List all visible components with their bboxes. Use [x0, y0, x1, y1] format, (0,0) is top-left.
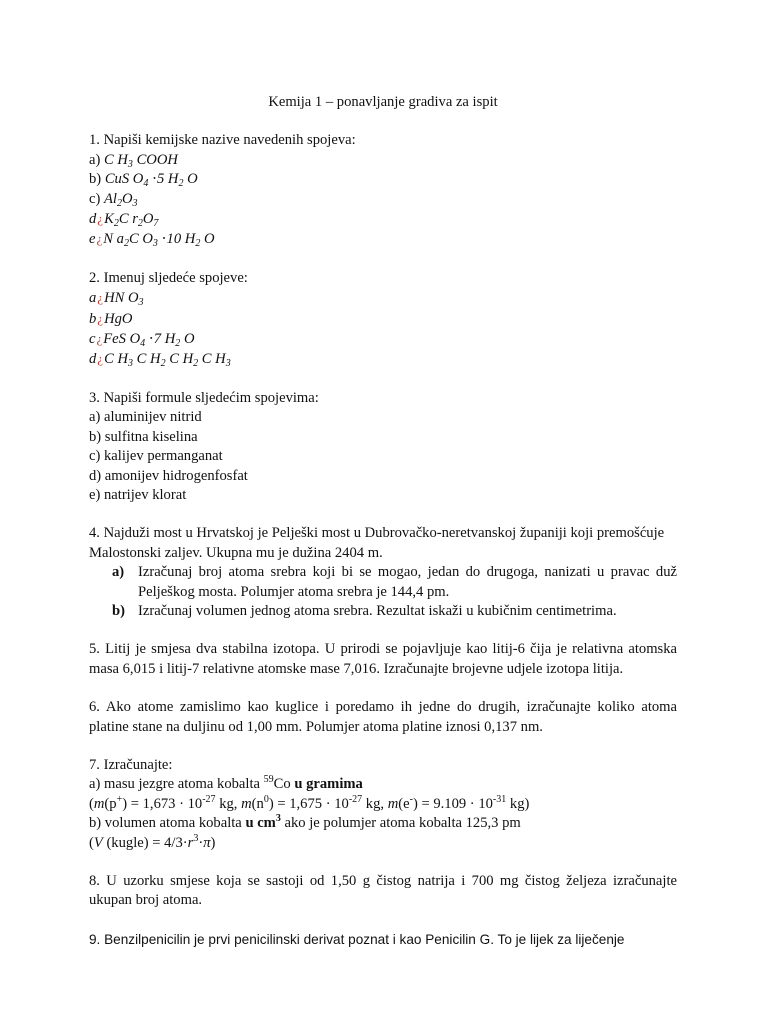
inverted-question-mark: ¿ [97, 351, 104, 367]
inverted-question-mark: ¿ [96, 231, 103, 247]
formula: C $H_3$ C $H_2$ C $H_2$ C $H_3$ [104, 351, 231, 370]
list-item: b) sulfitna kiselina [89, 428, 198, 445]
item-text: b) volumen atoma kobalta [89, 815, 246, 832]
formula: N $a_2C$ $O_3 \cdot 10$ $H_2$ O [103, 231, 215, 250]
question-6: 6. Ako atome zamislimo kao kuglice i poredamo ih jedne do drugih, izračunajte koliko atoma platine stane na duljinu od 1,00 mm. Polumjer atoma platine iznosi 0,137 nm. [89, 699, 677, 735]
question-1-item-d [89, 209, 677, 229]
question-1-item-a [89, 151, 677, 170]
question-7 [89, 756, 677, 853]
question-1-heading: 1. Napiši kemijske nazive navedenih spojeva: [89, 132, 356, 149]
emphasis [245, 815, 280, 831]
question-8: 8. U uzorku smjese koja se sastoji od 1,50 g čistog natrija i 700 mg čistog željeza izračunajte ukupan broj atoma. [89, 873, 677, 909]
question-4-text: 4. Najduži most u Hrvatskoj je Pelješki most u Dubrovačko-neretvanskoj županiji koji premošćuje [89, 525, 665, 542]
item-text: Izračunaj volumen jednog atoma srebra. Rezultat iskaži u kubičnim centimetrima. [138, 602, 617, 619]
question-4-item-b [112, 602, 677, 621]
question-7-item-a [89, 775, 677, 794]
page-title: Kemija 1 – ponavljanje gradiva za ispit [268, 94, 498, 110]
inverted-question-mark: ¿ [97, 290, 104, 306]
question-2-item-a [89, 288, 677, 308]
inverted-question-mark: ¿ [97, 211, 104, 227]
formula: CuS $O_4 \cdot 5$ $H_2$ O [104, 171, 198, 190]
formula: C $H_3$ COOH [104, 151, 178, 170]
list-item: a) aluminijev nitrid [89, 409, 202, 426]
list-item: d) amonijev hidrogenfosfat [89, 467, 248, 484]
formula: HgO [104, 310, 133, 327]
question-2-item-d [89, 349, 677, 369]
item-text: a) masu jezgre atoma kobalta [89, 776, 264, 793]
item-label: b) [112, 602, 125, 619]
question-9: 9. Benzilpenicilin je prvi penicilinski derivat poznat i kao Penicilin G. To je lijek za liječenje [89, 931, 625, 947]
item-label: a) [112, 564, 125, 581]
question-4-text-2: Malostonski zaljev. Ukupna mu je dužina 2404 m. [89, 544, 383, 561]
question-2-item-b [89, 309, 677, 329]
item-label: d [89, 211, 97, 228]
item-label: c) [89, 190, 101, 207]
mass-number: 59 [263, 774, 274, 786]
list-item: c) kalijev permanganat [89, 448, 223, 465]
question-7-item-b [89, 814, 677, 833]
formula: $Al_2O_3$ [104, 190, 138, 209]
item-label: b [89, 310, 97, 327]
item-label: b) [89, 171, 102, 188]
question-1-item-c [89, 190, 677, 209]
question-2-item-c [89, 329, 677, 349]
question-7-constants: ($m(p^+) = 1,673 \cdot 10^{-27}$ kg, $m(n^0) = 1,675 \cdot 10^{-27}$ kg, $m(e^-) = 9.109 \cdot 10^{-31}$ kg) [89, 793, 530, 812]
question-4 [89, 524, 677, 621]
emphasis: u gramima [294, 776, 363, 793]
question-1-item-b [89, 170, 677, 189]
item-label: c [89, 331, 96, 348]
formula: FeS $O_4 \cdot 7$ $H_2$ O [103, 331, 195, 350]
element-symbol: Co [273, 776, 295, 793]
list-item: e) natrijev klorat [89, 486, 187, 503]
question-2 [89, 269, 677, 370]
item-label: d [89, 351, 97, 368]
question-5: 5. Litij je smjesa dva stabilna izotopa. U prirodi se pojavljuje kao litij-6 čija je relativna atomska masa 6,015 i litij-7 relativne atomske mase 7,016. Izračunajte brojevne udjele izotopa litija. [89, 641, 677, 677]
question-7-heading: 7. Izračunajte: [89, 756, 173, 773]
question-1 [89, 131, 677, 249]
exponent: 3 [275, 813, 281, 825]
inverted-question-mark: ¿ [96, 331, 103, 347]
question-2-heading: 2. Imenuj sljedeće spojeve: [89, 269, 248, 286]
formula: HN $O_3$ [104, 290, 144, 309]
question-7-formula: (V (kugle) = $4/3\cdot r^3\cdot\pi$) [89, 832, 216, 851]
document-page [89, 93, 677, 949]
question-1-item-e [89, 229, 677, 249]
item-label: e [89, 231, 96, 248]
question-3-heading: 3. Napiši formule sljedećim spojevima: [89, 389, 319, 406]
item-text-end: ako je polumjer atoma kobalta 125,3 pm [280, 815, 521, 832]
formula: $K_2C$ $r_2O_7$ [104, 211, 159, 230]
question-4-item-a [112, 563, 677, 602]
item-text: Izračunaj broj atoma srebra koji bi se mogao, jedan do drugoga, nanizati u pravac duž Pelješkog mosta. Polumjer atoma srebra je 144,4 pm. [138, 564, 677, 600]
question-3 [89, 389, 677, 505]
item-label: a) [89, 151, 101, 168]
emphasis-text: u cm [245, 815, 276, 832]
inverted-question-mark: ¿ [97, 310, 104, 326]
item-label: a [89, 290, 97, 307]
